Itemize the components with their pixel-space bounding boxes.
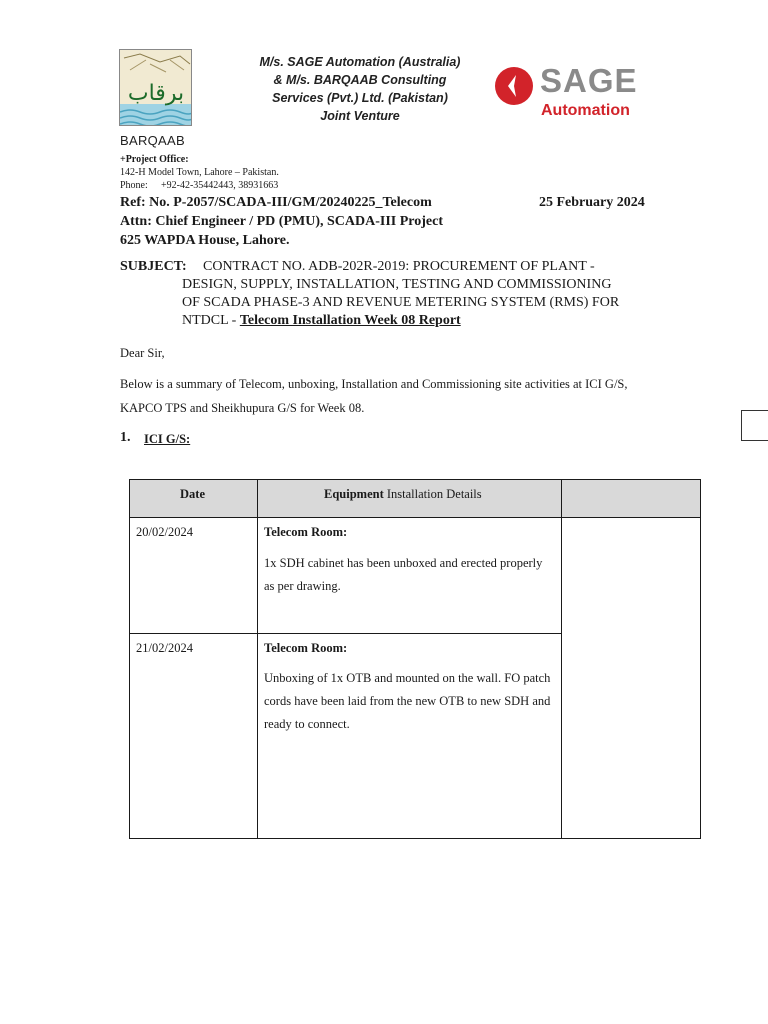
table-row-1-date: 20/02/2024	[136, 525, 193, 539]
table-header-divider	[129, 517, 701, 518]
reference-number: Ref: No. P-2057/SCADA-III/GM/20240225_Telecom	[120, 195, 432, 210]
salutation: Dear Sir,	[120, 346, 165, 360]
sage-logo-icon	[494, 66, 534, 106]
table-row-1-line-1: 1x SDH cabinet has been unboxed and erected properly	[264, 556, 543, 570]
table-row-1-line-2: as per drawing.	[264, 579, 341, 593]
margin-box	[741, 410, 768, 441]
table-border-left	[129, 479, 130, 839]
table-border-bottom	[129, 838, 701, 839]
barqaab-logo-art	[120, 50, 192, 126]
barqaab-logo	[119, 49, 192, 126]
table-row-2-line-2: cords have been laid from the new OTB to new SDH and	[264, 694, 551, 708]
table-border-top	[129, 479, 701, 480]
jv-line-1: M/s. SAGE Automation (Australia)	[259, 55, 461, 69]
project-office-phone: +92-42-35442443, 38931663	[161, 180, 279, 191]
table-header-date: Date	[180, 487, 205, 501]
barqaab-label: BARQAAB	[120, 133, 185, 148]
table-row-divider	[129, 633, 562, 634]
report-title: Telecom Installation Week 08 Report	[239, 313, 461, 328]
section-number: 1.	[120, 430, 131, 445]
address-line: 625 WAPDA House, Lahore.	[120, 233, 290, 248]
summary-line-1: Below is a summary of Telecom, unboxing, Installation and Commissioning site activities at ICI G/S,	[120, 377, 628, 391]
table-row-2-heading: Telecom Room:	[264, 641, 348, 655]
subject-line-2: DESIGN, SUPPLY, INSTALLATION, TESTING AND COMMISSIONING	[182, 277, 612, 292]
subject-label: SUBJECT:	[120, 259, 187, 274]
project-office-address: 142-H Model Town, Lahore – Pakistan.	[120, 167, 279, 178]
attention-line: Attn: Chief Engineer / PD (PMU), SCADA-III Project	[120, 214, 443, 229]
table-border-right	[700, 479, 701, 839]
table-col-divider-1	[257, 479, 258, 839]
table-row-1-heading: Telecom Room:	[264, 525, 348, 539]
project-office-phone-label: Phone:	[120, 180, 148, 191]
project-office-title: +Project Office:	[120, 154, 189, 165]
table-row-2-date: 21/02/2024	[136, 641, 193, 655]
table-row-2-line-3: ready to connect.	[264, 717, 350, 731]
joint-venture-header	[240, 53, 480, 125]
letter-date: 25 February 2024	[539, 195, 645, 210]
subject-line-3: OF SCADA PHASE-3 AND REVENUE METERING SYSTEM (RMS) FOR	[182, 295, 620, 310]
barqaab-logo-script: برقاب	[127, 81, 185, 106]
section-title: ICI G/S:	[144, 432, 191, 446]
table-row-2-line-1: Unboxing of 1x OTB and mounted on the wall. FO patch	[264, 671, 551, 685]
table-col-divider-2	[561, 479, 562, 839]
subject-line-4: NTDCL - Telecom Installation Week 08 Report	[182, 313, 461, 328]
jv-line-4: Joint Venture	[320, 109, 400, 123]
table-header-details: Equipment Installation Details	[324, 487, 482, 501]
sage-logo-subtitle: Automation	[541, 102, 630, 119]
sage-logo-word: SAGE	[540, 62, 638, 99]
summary-line-2: KAPCO TPS and Sheikhupura G/S for Week 08.	[120, 401, 365, 415]
jv-line-3: Services (Pvt.) Ltd. (Pakistan)	[272, 91, 448, 105]
subject-line-1: CONTRACT NO. ADB-202R-2019: PROCUREMENT OF PLANT -	[203, 259, 595, 274]
jv-line-2: & M/s. BARQAAB Consulting	[273, 73, 447, 87]
